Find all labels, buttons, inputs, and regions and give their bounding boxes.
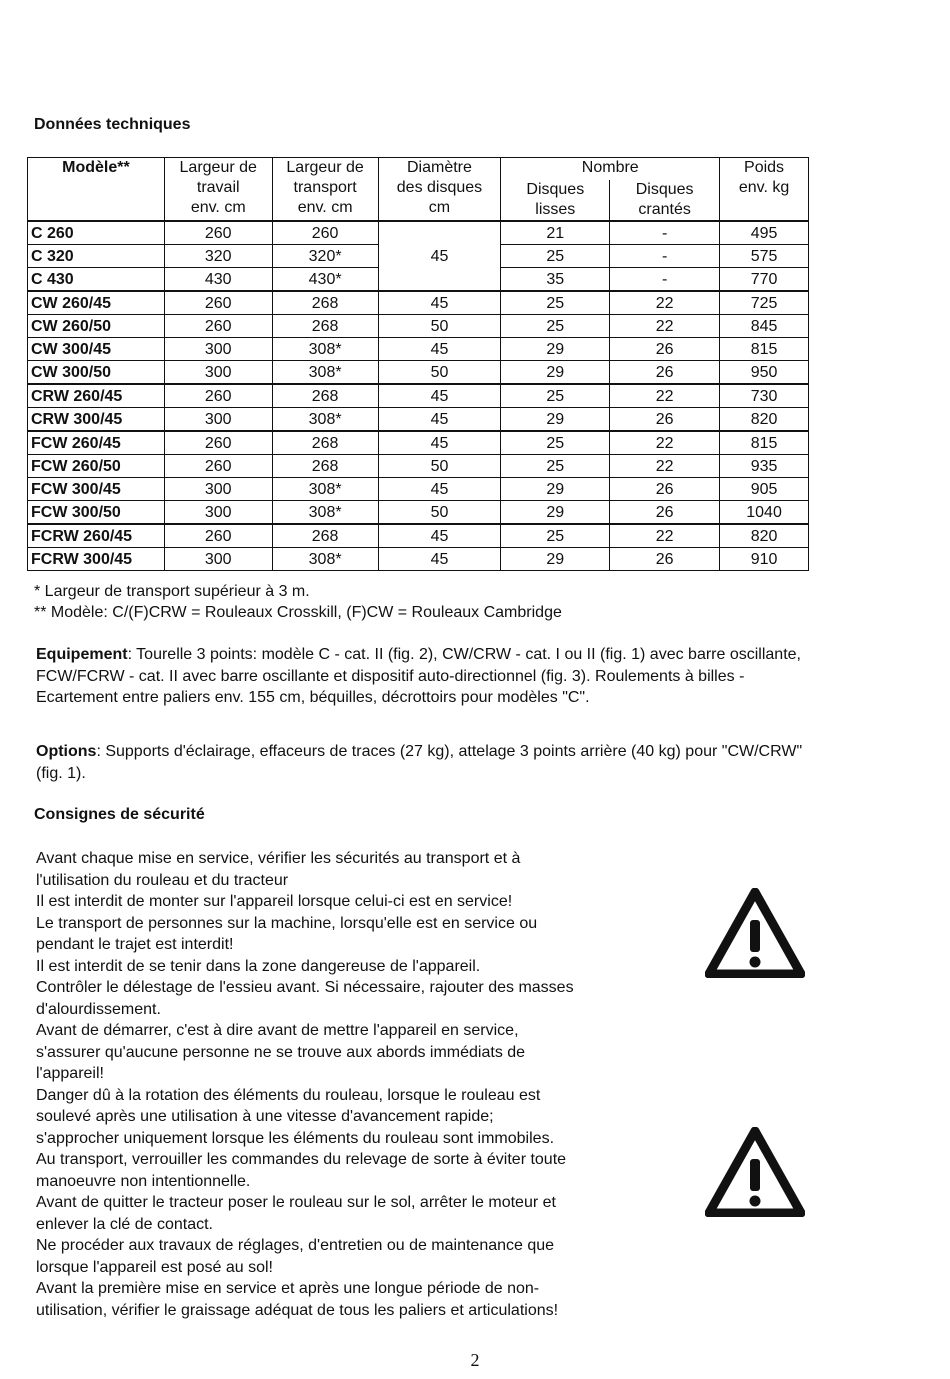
header-weight: Poids env. kg <box>720 158 809 222</box>
cell-working-width: 260 <box>164 384 272 408</box>
table-row <box>28 501 809 525</box>
cell-transport-width: 268 <box>272 291 378 315</box>
cell-working-width: 430 <box>164 268 272 292</box>
cell-weight: 815 <box>720 338 809 361</box>
cell-notched-discs: 22 <box>610 524 720 548</box>
safety-line: manoeuvre non intentionnelle. <box>36 1172 251 1190</box>
cell-notched-discs: - <box>610 268 720 292</box>
cell-transport-width: 308* <box>272 501 378 525</box>
cell-smooth-discs: 25 <box>501 384 610 408</box>
section-title-technical-data: Données techniques <box>34 116 191 133</box>
safety-line: lorsque l'appareil est posé au sol! <box>36 1258 273 1276</box>
cell-working-width: 300 <box>164 338 272 361</box>
equipment-text: : Tourelle 3 points: modèle C - cat. II (fig. 2), CW/CRW - cat. I ou II (fig. 1) avec barre oscillante, FCW/FCRW - cat. II avec barre oscillante et dispositif auto-directionnel (fig. 3). Roulements à billes - Ecartement entre paliers env. 155 cm, béquilles, décrottoirs pour modèles "C". <box>36 646 801 706</box>
header-disc-diameter: Diamètre des disques cm <box>378 158 501 222</box>
cell-working-width: 300 <box>164 408 272 432</box>
cell-working-width: 300 <box>164 548 272 571</box>
cell-diameter: 45 <box>378 384 501 408</box>
safety-line: Danger dû à la rotation des éléments du rouleau, lorsque le rouleau est <box>36 1086 541 1104</box>
cell-weight: 935 <box>720 455 809 478</box>
cell-transport-width: 308* <box>272 338 378 361</box>
safety-line: utilisation, vérifier le graissage adéquat de tous les paliers et articulations! <box>36 1301 559 1319</box>
cell-smooth-discs: 35 <box>501 268 610 292</box>
cell-model: CRW 300/45 <box>28 408 165 432</box>
table-row <box>28 338 809 361</box>
cell-weight: 910 <box>720 548 809 571</box>
cell-notched-discs: 22 <box>610 291 720 315</box>
cell-weight: 815 <box>720 431 809 455</box>
cell-model: C 260 <box>28 221 165 245</box>
safety-line: Avant chaque mise en service, vérifier les sécurités au transport et à <box>36 850 521 867</box>
cell-model: CW 260/50 <box>28 315 165 338</box>
cell-diameter: 50 <box>378 455 501 478</box>
cell-transport-width: 430* <box>272 268 378 292</box>
cell-model: CRW 260/45 <box>28 384 165 408</box>
cell-working-width: 300 <box>164 478 272 501</box>
cell-weight: 730 <box>720 384 809 408</box>
cell-transport-width: 308* <box>272 408 378 432</box>
cell-smooth-discs: 21 <box>501 221 610 245</box>
cell-diameter: 50 <box>378 315 501 338</box>
safety-line: Il est interdit de monter sur l'appareil lorsque celui-ci est en service! <box>36 893 513 910</box>
equipment-paragraph <box>36 644 816 709</box>
table-header <box>28 158 809 222</box>
safety-line: Avant de quitter le tracteur poser le rouleau sur le sol, arrêter le moteur et <box>36 1194 556 1211</box>
cell-notched-discs: 26 <box>610 501 720 525</box>
cell-smooth-discs: 29 <box>501 548 610 571</box>
header-working-width: Largeur de travail env. cm <box>164 158 272 222</box>
cell-smooth-discs: 29 <box>501 501 610 525</box>
cell-weight: 820 <box>720 408 809 432</box>
cell-smooth-discs: 29 <box>501 478 610 501</box>
safety-line: Il est interdit de se tenir dans la zone dangereuse de l'appareil. <box>36 957 481 975</box>
cell-model: FCRW 300/45 <box>28 548 165 571</box>
cell-model: FCW 300/50 <box>28 501 165 525</box>
header-number: Nombre <box>501 158 720 181</box>
safety-line: Avant la première mise en service et après une longue période de non- <box>36 1280 540 1297</box>
cell-model: CW 300/45 <box>28 338 165 361</box>
options-paragraph <box>36 741 816 784</box>
cell-transport-width: 308* <box>272 478 378 501</box>
safety-line: l'appareil! <box>36 1065 104 1082</box>
equipment-label: Equipement <box>36 646 128 663</box>
safety-line: l'utilisation du rouleau et du tracteur <box>36 871 289 889</box>
cell-diameter-merged: 45 <box>378 221 501 291</box>
cell-weight: 950 <box>720 361 809 385</box>
cell-diameter: 45 <box>378 431 501 455</box>
cell-working-width: 320 <box>164 245 272 268</box>
safety-line: Avant de démarrer, c'est à dire avant de mettre l'appareil en service, <box>36 1022 519 1039</box>
safety-line: s'approcher uniquement lorsque les éléments du rouleau sont immobiles. <box>36 1129 555 1147</box>
cell-notched-discs: 26 <box>610 361 720 385</box>
table-row <box>28 361 809 385</box>
cell-model: CW 260/45 <box>28 291 165 315</box>
table-row <box>28 315 809 338</box>
cell-model: CW 300/50 <box>28 361 165 385</box>
cell-model: FCW 260/45 <box>28 431 165 455</box>
cell-transport-width: 308* <box>272 361 378 385</box>
cell-smooth-discs: 29 <box>501 361 610 385</box>
cell-notched-discs: - <box>610 245 720 268</box>
cell-notched-discs: 26 <box>610 408 720 432</box>
cell-model: C 320 <box>28 245 165 268</box>
cell-transport-width: 268 <box>272 384 378 408</box>
safety-line: d'alourdissement. <box>36 1000 161 1018</box>
cell-notched-discs: 22 <box>610 384 720 408</box>
table-body-models <box>28 291 809 571</box>
table-footnotes <box>34 581 562 623</box>
cell-weight: 575 <box>720 245 809 268</box>
cell-weight: 1040 <box>720 501 809 525</box>
safety-line: Le transport de personnes sur la machine, lorsqu'elle est en service ou <box>36 914 538 932</box>
cell-transport-width: 268 <box>272 524 378 548</box>
cell-working-width: 260 <box>164 315 272 338</box>
cell-model: C 430 <box>28 268 165 292</box>
safety-line: Contrôler le délestage de l'essieu avant. Si nécessaire, rajouter des masses <box>36 979 574 996</box>
warning-triangle-icon <box>705 1127 805 1217</box>
safety-line: Au transport, verrouiller les commandes du relevage de sorte à éviter toute <box>36 1151 567 1168</box>
cell-diameter: 45 <box>378 478 501 501</box>
cell-diameter: 45 <box>378 291 501 315</box>
table-body <box>28 221 809 291</box>
table-row <box>28 291 809 315</box>
cell-weight: 845 <box>720 315 809 338</box>
cell-transport-width: 268 <box>272 455 378 478</box>
cell-smooth-discs: 25 <box>501 245 610 268</box>
safety-line: Ne procéder aux travaux de réglages, d'entretien ou de maintenance que <box>36 1237 555 1254</box>
table-row <box>28 548 809 571</box>
cell-transport-width: 308* <box>272 548 378 571</box>
cell-weight: 820 <box>720 524 809 548</box>
cell-diameter: 50 <box>378 361 501 385</box>
cell-working-width: 300 <box>164 501 272 525</box>
cell-transport-width: 320* <box>272 245 378 268</box>
cell-notched-discs: 22 <box>610 455 720 478</box>
table-row <box>28 478 809 501</box>
page-number: 2 <box>470 1350 480 1370</box>
cell-diameter: 45 <box>378 408 501 432</box>
cell-notched-discs: 26 <box>610 478 720 501</box>
safety-line: soulevé après une utilisation à une vitesse d'avancement rapide; <box>36 1108 494 1125</box>
cell-weight: 495 <box>720 221 809 245</box>
cell-diameter: 45 <box>378 338 501 361</box>
cell-transport-width: 260 <box>272 221 378 245</box>
footnote-transport-width: * Largeur de transport supérieur à 3 m. <box>34 583 310 600</box>
cell-notched-discs: 26 <box>610 548 720 571</box>
cell-model: FCW 260/50 <box>28 455 165 478</box>
section-title-safety: Consignes de sécurité <box>34 806 205 823</box>
cell-transport-width: 268 <box>272 315 378 338</box>
cell-notched-discs: 22 <box>610 315 720 338</box>
cell-smooth-discs: 25 <box>501 524 610 548</box>
warning-triangle-icon <box>705 888 805 978</box>
cell-notched-discs: - <box>610 221 720 245</box>
header-model: Modèle** <box>28 158 165 222</box>
cell-notched-discs: 26 <box>610 338 720 361</box>
header-notched-discs: Disques crantés <box>610 180 720 221</box>
cell-weight: 725 <box>720 291 809 315</box>
cell-smooth-discs: 25 <box>501 455 610 478</box>
safety-instructions <box>36 848 686 1321</box>
cell-diameter: 45 <box>378 524 501 548</box>
cell-smooth-discs: 25 <box>501 431 610 455</box>
cell-smooth-discs: 25 <box>501 291 610 315</box>
cell-weight: 905 <box>720 478 809 501</box>
cell-working-width: 260 <box>164 221 272 245</box>
cell-smooth-discs: 25 <box>501 315 610 338</box>
table-row <box>28 431 809 455</box>
options-label: Options <box>36 743 97 760</box>
cell-working-width: 260 <box>164 455 272 478</box>
cell-diameter: 50 <box>378 501 501 525</box>
table-row <box>28 524 809 548</box>
safety-line: enlever la clé de contact. <box>36 1215 213 1233</box>
cell-weight: 770 <box>720 268 809 292</box>
cell-working-width: 260 <box>164 291 272 315</box>
options-text: : Supports d'éclairage, effaceurs de traces (27 kg), attelage 3 points arrière (40 kg) pour "CW/CRW" (fig. 1). <box>36 743 803 782</box>
cell-model: FCW 300/45 <box>28 478 165 501</box>
safety-line: pendant le trajet est interdit! <box>36 936 234 953</box>
cell-transport-width: 268 <box>272 431 378 455</box>
cell-model: FCRW 260/45 <box>28 524 165 548</box>
table-row <box>28 408 809 432</box>
cell-working-width: 260 <box>164 431 272 455</box>
table-row <box>28 384 809 408</box>
cell-diameter: 45 <box>378 548 501 571</box>
cell-working-width: 260 <box>164 524 272 548</box>
table-row <box>28 455 809 478</box>
cell-notched-discs: 22 <box>610 431 720 455</box>
cell-smooth-discs: 29 <box>501 338 610 361</box>
header-transport-width: Largeur de transport env. cm <box>272 158 378 222</box>
technical-data-table <box>27 157 809 571</box>
cell-working-width: 300 <box>164 361 272 385</box>
footnote-model-legend: ** Modèle: C/(F)CRW = Rouleaux Crosskill, (F)CW = Rouleaux Cambridge <box>34 604 562 621</box>
safety-line: s'assurer qu'aucune personne ne se trouve aux abords immédiats de <box>36 1043 526 1061</box>
header-smooth-discs: Disques lisses <box>501 180 610 221</box>
table-row <box>28 221 809 245</box>
cell-smooth-discs: 29 <box>501 408 610 432</box>
